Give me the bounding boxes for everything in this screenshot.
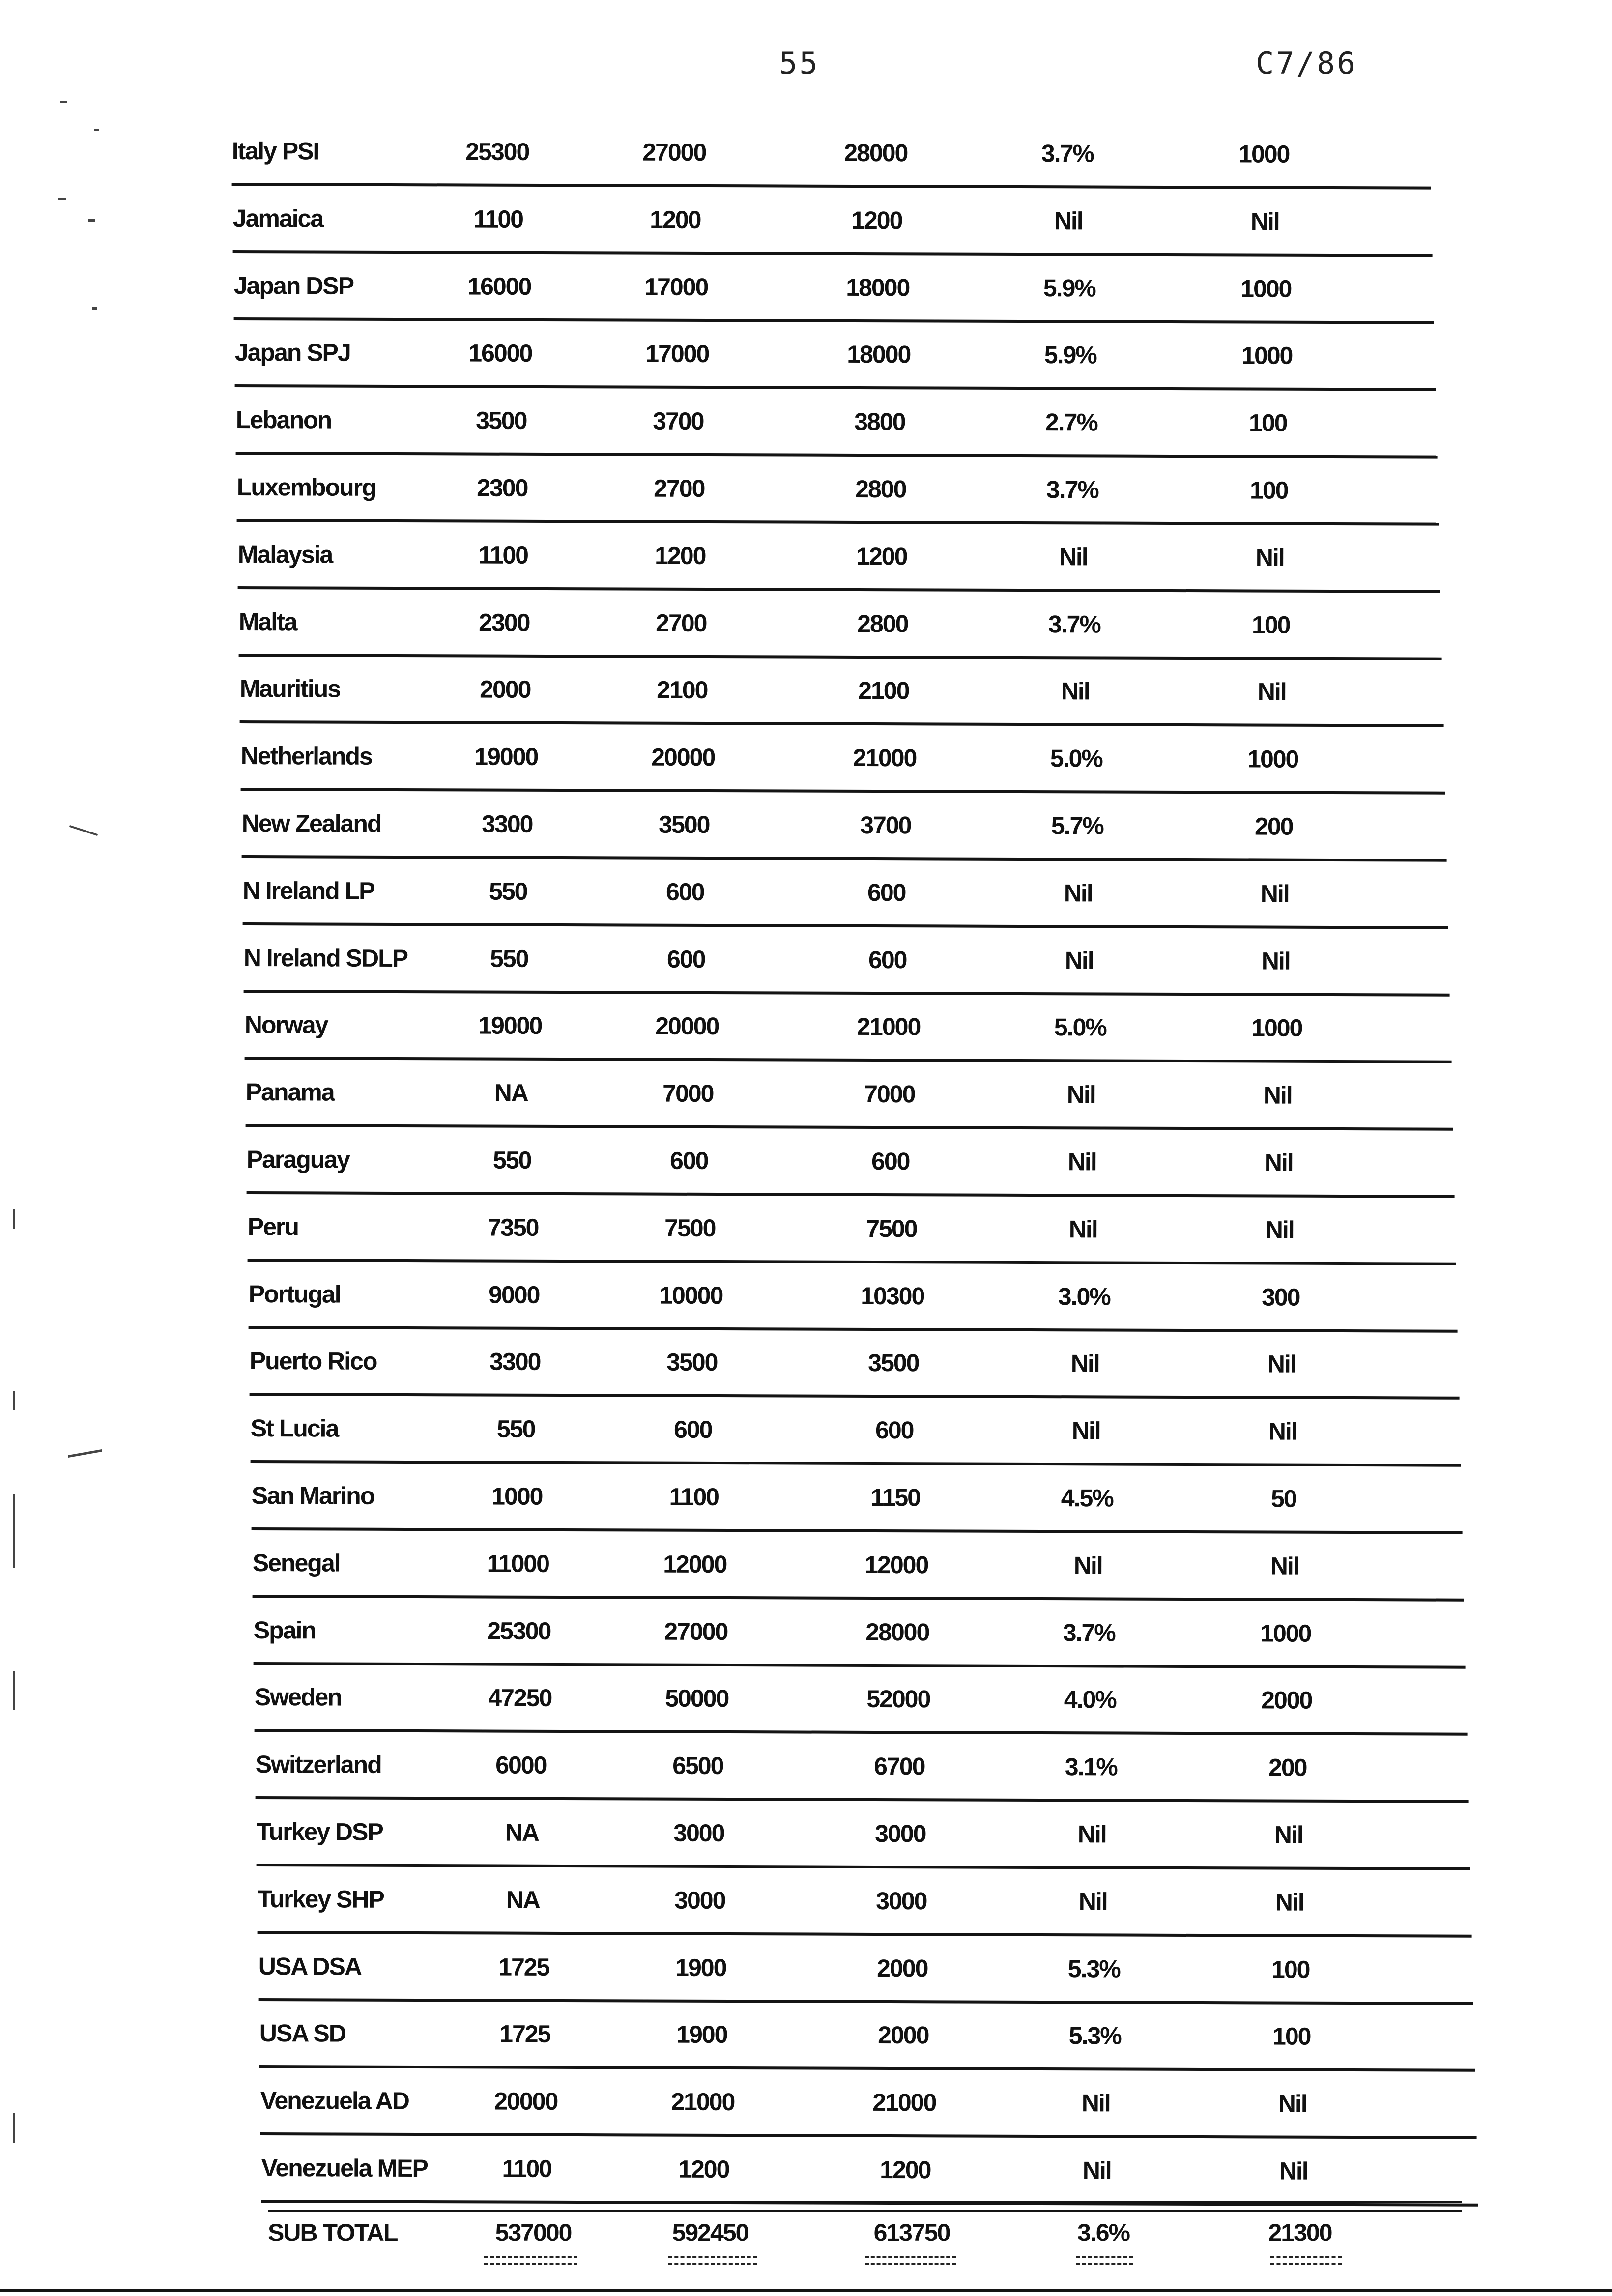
col5-value: 1000 <box>1251 1014 1302 1042</box>
col4-rate: Nil <box>1078 1888 1107 1916</box>
table-row <box>248 1200 1457 1265</box>
col5-value: Nil <box>1275 1888 1304 1916</box>
col2-value: 12000 <box>663 1550 727 1578</box>
party-name: Portugal <box>248 1280 341 1308</box>
col5-value: Nil <box>1265 1216 1294 1244</box>
col3-value: 3500 <box>868 1349 919 1377</box>
scan-speck <box>13 1494 15 1568</box>
col1-value: NA <box>494 1079 528 1107</box>
col4-rate: 3.0% <box>1058 1282 1110 1311</box>
col1-value: 20000 <box>494 2087 558 2116</box>
table-row <box>238 527 1441 593</box>
subtotal-col4: 3.6% <box>1077 2219 1129 2246</box>
col2-value: 27000 <box>664 1617 728 1645</box>
col5-value: 1000 <box>1238 140 1290 168</box>
col4-rate: Nil <box>1071 1417 1100 1445</box>
party-name: Norway <box>244 1011 328 1039</box>
col2-value: 20000 <box>655 1012 719 1040</box>
col5-value: Nil <box>1268 1417 1297 1445</box>
party-name: Mauritius <box>239 675 341 703</box>
party-name: Luxembourg <box>236 473 376 501</box>
table-row <box>245 998 1452 1063</box>
underline-col2 <box>668 2256 757 2265</box>
col2-value: 21000 <box>671 2088 735 2116</box>
col5-value: Nil <box>1264 1148 1293 1177</box>
col4-rate: Nil <box>1064 879 1093 907</box>
col3-value: 2000 <box>877 1954 928 1982</box>
col3-value: 2800 <box>857 609 908 637</box>
col2-value: 600 <box>666 878 704 906</box>
col4-rate: 5.9% <box>1043 274 1095 302</box>
col3-value: 6700 <box>874 1752 925 1780</box>
col4-rate: Nil <box>1065 946 1094 975</box>
document-reference: C7/86 <box>1256 45 1357 81</box>
col4-rate: Nil <box>1054 207 1083 235</box>
double-rule <box>268 2201 1462 2212</box>
table-row <box>253 1536 1465 1602</box>
scan-speck <box>13 2113 15 2143</box>
col5-value: 100 <box>1249 409 1287 437</box>
col1-value: 550 <box>497 1415 535 1443</box>
col4-rate: Nil <box>1070 1349 1099 1378</box>
col2-value: 3000 <box>673 1819 724 1847</box>
col4-rate: 5.0% <box>1054 1013 1106 1041</box>
col1-value: 2300 <box>477 474 528 502</box>
col1-value: 2000 <box>480 675 531 704</box>
table-row <box>236 393 1438 459</box>
col2-value: 1200 <box>650 205 701 233</box>
col4-rate: 4.5% <box>1061 1484 1113 1512</box>
col3-value: 7500 <box>866 1214 917 1243</box>
col4-rate: 3.7% <box>1063 1618 1115 1647</box>
col5-value: 1000 <box>1260 1619 1311 1647</box>
col1-value: 25300 <box>465 138 529 166</box>
col4-rate: Nil <box>1067 1148 1096 1176</box>
col3-value: 28000 <box>844 139 908 167</box>
party-name: Switzerland <box>255 1751 381 1779</box>
scan-speck <box>13 1671 15 1710</box>
col5-value: 100 <box>1250 476 1288 504</box>
table-row <box>232 124 1431 190</box>
scan-speck <box>13 1391 15 1410</box>
table-row <box>254 1603 1466 1669</box>
page-bottom-rule <box>0 2289 1612 2292</box>
table-row <box>259 2006 1475 2072</box>
subtotal-col1: 537000 <box>495 2219 572 2246</box>
col3-value: 3000 <box>876 1887 927 1915</box>
col4-rate: 5.9% <box>1044 341 1096 369</box>
table-row <box>247 1132 1455 1198</box>
col3-value: 28000 <box>865 1618 929 1646</box>
col5-value: Nil <box>1274 1821 1303 1849</box>
col5-value: 100 <box>1272 2022 1311 2051</box>
party-name: Venezuela MEP <box>261 2154 428 2182</box>
col1-value: 9000 <box>489 1281 540 1309</box>
col3-value: 12000 <box>864 1550 928 1579</box>
col4-rate: Nil <box>1061 677 1090 705</box>
col5-value: Nil <box>1263 1081 1292 1109</box>
col5-value: Nil <box>1278 2090 1307 2118</box>
col1-value: 1100 <box>473 205 523 233</box>
col4-rate: Nil <box>1082 2156 1111 2184</box>
col5-value: Nil <box>1279 2157 1308 2185</box>
party-name: Lebanon <box>235 406 332 434</box>
table-row <box>261 2141 1478 2207</box>
party-name: Venezuela AD <box>260 2087 409 2115</box>
col3-value: 1150 <box>870 1483 921 1512</box>
party-name: N Ireland LP <box>242 876 374 905</box>
party-name: Senegal <box>252 1549 340 1577</box>
col5-value: Nil <box>1267 1350 1296 1378</box>
party-name: Paraguay <box>246 1145 350 1174</box>
col3-value: 1200 <box>880 2155 931 2184</box>
col3-value: 10300 <box>861 1282 924 1310</box>
col3-value: 600 <box>868 946 907 974</box>
col5-value: Nil <box>1250 207 1279 235</box>
col2-value: 10000 <box>659 1281 723 1309</box>
col5-value: 1000 <box>1247 745 1298 773</box>
col1-value: 550 <box>489 877 527 905</box>
party-name: N Ireland SDLP <box>243 944 408 972</box>
table-row <box>244 931 1450 997</box>
table-row <box>249 1267 1458 1333</box>
col2-value: 600 <box>667 945 705 973</box>
col1-value: NA <box>505 1818 539 1846</box>
col5-value: Nil <box>1257 678 1286 706</box>
col5-value: Nil <box>1261 947 1290 975</box>
party-name: Netherlands <box>240 742 372 771</box>
col3-value: 2100 <box>858 677 909 705</box>
col5-value: Nil <box>1270 1552 1299 1580</box>
table-row <box>235 325 1436 391</box>
col5-value: 1000 <box>1240 275 1292 303</box>
col1-value: 19000 <box>474 743 538 771</box>
scan-speck <box>58 198 66 200</box>
col2-value: 1200 <box>655 542 706 570</box>
col3-value: 21000 <box>857 1013 921 1041</box>
underline-col5 <box>1270 2256 1342 2265</box>
party-name: Malta <box>238 607 297 635</box>
party-name: Panama <box>245 1078 334 1106</box>
subtotal-col2: 592450 <box>672 2219 748 2246</box>
col4-rate: 2.7% <box>1045 408 1097 436</box>
party-name: Spain <box>253 1616 316 1644</box>
col3-value: 3700 <box>860 811 911 839</box>
col2-value: 7000 <box>662 1079 714 1108</box>
col2-value: 1900 <box>676 2021 727 2049</box>
col1-value: 1100 <box>502 2154 552 2182</box>
col4-rate: 3.7% <box>1041 140 1094 168</box>
table-row <box>250 1334 1460 1400</box>
col5-value: Nil <box>1255 544 1284 572</box>
col4-rate: 4.0% <box>1064 1686 1116 1714</box>
col4-rate: 5.3% <box>1067 1954 1120 1983</box>
table-row <box>260 2073 1477 2139</box>
party-name: Italy PSI <box>231 137 319 165</box>
col2-value: 3500 <box>659 810 710 838</box>
scan-speck <box>60 101 67 103</box>
col5-value: 200 <box>1255 812 1293 840</box>
col1-value: 6000 <box>495 1751 547 1779</box>
col2-value: 3700 <box>653 407 704 435</box>
col3-value: 18000 <box>846 273 910 301</box>
table-row <box>237 460 1439 526</box>
col5-value: 300 <box>1262 1283 1300 1311</box>
col2-value: 3000 <box>674 1886 725 1914</box>
col3-value: 52000 <box>866 1685 930 1713</box>
col3-value: 2800 <box>855 475 906 503</box>
col3-value: 1200 <box>851 206 902 234</box>
col4-rate: Nil <box>1073 1551 1102 1579</box>
col3-value: 21000 <box>872 2089 936 2117</box>
col4-rate: Nil <box>1068 1215 1097 1243</box>
col4-rate: 3.1% <box>1065 1753 1117 1781</box>
party-name: Sweden <box>254 1683 342 1711</box>
table-row <box>234 258 1435 324</box>
table-row <box>233 191 1433 257</box>
col1-value: 3500 <box>476 406 527 435</box>
col3-value: 18000 <box>847 341 911 369</box>
table-row <box>259 1939 1474 2005</box>
col4-rate: 5.3% <box>1068 2022 1121 2050</box>
col1-value: 1000 <box>491 1482 543 1510</box>
col3-value: 600 <box>875 1416 914 1444</box>
col1-value: 47250 <box>488 1684 552 1712</box>
col5-value: Nil <box>1260 880 1289 908</box>
scan-speck <box>13 1209 15 1229</box>
col2-value: 600 <box>674 1415 712 1444</box>
col5-value: 1000 <box>1241 342 1293 370</box>
col3-value: 3800 <box>854 408 905 436</box>
scan-speck <box>88 219 95 222</box>
col2-value: 2700 <box>656 609 707 637</box>
col2-value: 17000 <box>644 273 708 301</box>
party-name: Japan SPJ <box>234 339 350 367</box>
col1-value: 25300 <box>487 1617 551 1645</box>
party-name: Japan DSP <box>233 271 354 300</box>
col1-value: 16000 <box>467 272 531 300</box>
underline-col3 <box>865 2256 956 2265</box>
underline-col4 <box>1076 2256 1133 2265</box>
col1-value: 3300 <box>482 810 533 838</box>
col2-value: 20000 <box>651 743 715 772</box>
subtotal-col3: 613750 <box>873 2219 950 2246</box>
col4-rate: Nil <box>1077 1820 1106 1848</box>
col2-value: 3500 <box>666 1349 718 1377</box>
col2-value: 600 <box>670 1147 708 1175</box>
table-row <box>241 729 1445 795</box>
party-name: Puerto Rico <box>249 1347 377 1376</box>
table-row <box>256 1737 1469 1803</box>
col2-value: 27000 <box>642 138 706 167</box>
table-row <box>240 661 1444 727</box>
col5-value: 100 <box>1252 611 1290 639</box>
col4-rate: Nil <box>1066 1081 1095 1109</box>
col1-value: 1725 <box>498 1953 549 1981</box>
underline-col1 <box>484 2256 577 2265</box>
col1-value: 3300 <box>489 1348 541 1376</box>
col3-value: 3000 <box>875 1819 926 1848</box>
col3-value: 600 <box>871 1147 910 1176</box>
table-row <box>255 1670 1468 1736</box>
col5-value: 50 <box>1270 1485 1296 1513</box>
col1-value: 550 <box>493 1146 531 1174</box>
subtotal-label: SUB TOTAL <box>268 2219 398 2246</box>
table-row <box>246 1065 1453 1131</box>
table-row <box>252 1468 1463 1534</box>
party-name: Turkey DSP <box>256 1817 383 1846</box>
party-name: USA DSA <box>258 1952 362 1980</box>
col3-value: 21000 <box>853 744 917 772</box>
party-name: New Zealand <box>241 809 381 837</box>
col4-rate: Nil <box>1059 543 1088 571</box>
table-row <box>257 1805 1470 1870</box>
col1-value: 11000 <box>487 1550 549 1578</box>
party-name: Peru <box>247 1212 299 1241</box>
party-name: USA SD <box>259 2019 345 2047</box>
table-row <box>243 863 1449 929</box>
scan-speck <box>92 307 97 310</box>
col4-rate: Nil <box>1081 2089 1110 2117</box>
col2-value: 2100 <box>657 676 708 704</box>
col2-value: 1900 <box>675 1953 726 1981</box>
col2-value: 7500 <box>664 1214 716 1242</box>
subtotal-col5: 21300 <box>1268 2219 1332 2246</box>
col2-value: 17000 <box>645 340 709 368</box>
party-name: Turkey SHP <box>257 1885 384 1913</box>
col2-value: 50000 <box>665 1685 729 1713</box>
table-row <box>239 595 1442 660</box>
party-name: Jamaica <box>232 204 323 232</box>
col1-value: 1100 <box>478 541 528 569</box>
col1-value: 7350 <box>488 1213 539 1241</box>
table-row <box>251 1401 1461 1467</box>
table-row <box>258 1872 1472 1938</box>
col1-value: 19000 <box>478 1011 542 1040</box>
table-row <box>242 796 1447 862</box>
col4-rate: 3.7% <box>1046 476 1098 504</box>
col2-value: 2700 <box>654 474 705 502</box>
col3-value: 2000 <box>878 2021 929 2049</box>
col4-rate: 3.7% <box>1048 610 1100 638</box>
col4-rate: 5.7% <box>1051 812 1103 840</box>
party-name: San Marino <box>251 1481 374 1510</box>
party-name: St Lucia <box>250 1414 339 1442</box>
col2-value: 1100 <box>669 1483 719 1511</box>
col3-value: 7000 <box>864 1080 915 1108</box>
scan-speck <box>94 129 99 131</box>
col5-value: 200 <box>1268 1753 1307 1781</box>
col3-value: 600 <box>867 878 906 907</box>
col5-value: 100 <box>1271 1955 1310 1983</box>
page-number: 55 <box>779 45 820 81</box>
col1-value: 16000 <box>468 339 532 368</box>
col2-value: 6500 <box>672 1751 723 1780</box>
col1-value: 550 <box>490 945 528 973</box>
col1-value: NA <box>506 1886 540 1914</box>
party-name: Malaysia <box>237 540 333 569</box>
col3-value: 1200 <box>856 542 907 571</box>
col5-value: 2000 <box>1261 1686 1312 1715</box>
col4-rate: 5.0% <box>1050 745 1102 773</box>
col2-value: 1200 <box>678 2155 729 2183</box>
subtotal-row <box>268 2201 1462 2269</box>
col1-value: 2300 <box>479 608 530 636</box>
col1-value: 1725 <box>499 2020 550 2048</box>
